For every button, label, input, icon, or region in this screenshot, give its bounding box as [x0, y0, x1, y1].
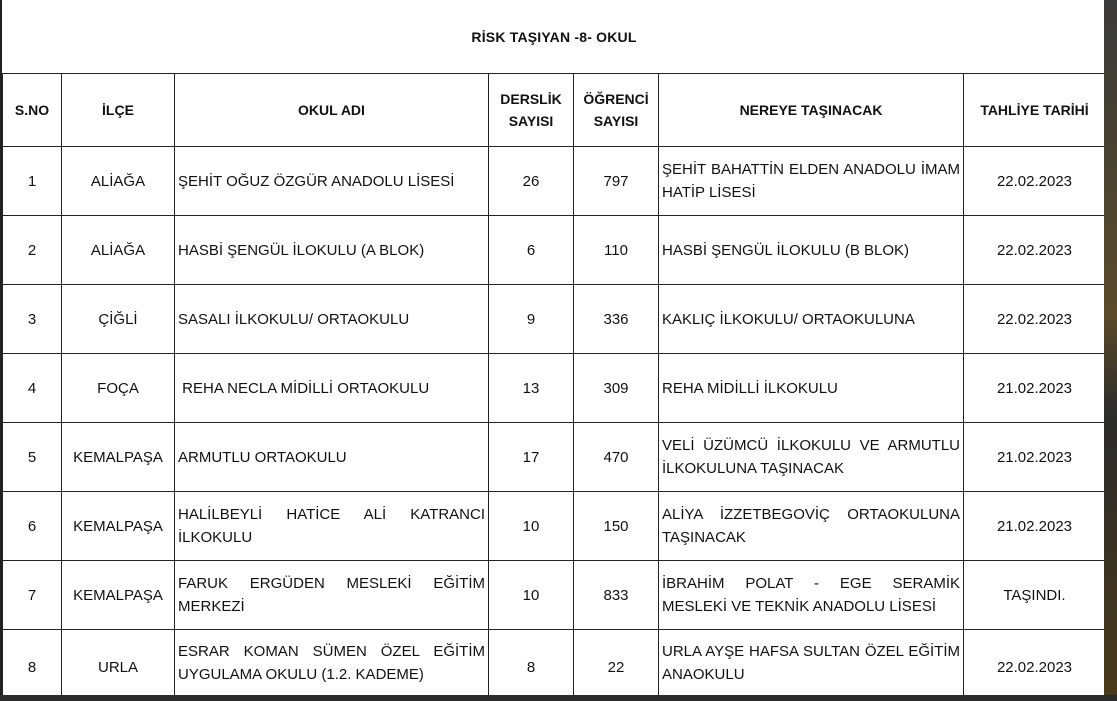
cell-ogrenci: 833 — [574, 561, 659, 630]
cell-ilce: ÇİĞLİ — [62, 285, 175, 354]
header-ilce: İLÇE — [62, 74, 175, 147]
cell-tarih: 21.02.2023 — [964, 354, 1105, 423]
header-ogrenci: ÖĞRENCİ SAYISI — [574, 74, 659, 147]
table-row — [3, 561, 1105, 630]
background-strip — [1104, 0, 1117, 701]
cell-tarih: 21.02.2023 — [964, 492, 1105, 561]
cell-nereye: VELİ ÜZÜMCÜ İLKOKULU VE ARMUTLU İLKOKULUNA TAŞINACAK — [659, 423, 964, 492]
cell-okul: ŞEHİT OĞUZ ÖZGÜR ANADOLU LİSESİ — [175, 147, 489, 216]
cell-derslik: 10 — [489, 561, 574, 630]
cell-ogrenci: 309 — [574, 354, 659, 423]
cell-tarih: 22.02.2023 — [964, 216, 1105, 285]
cell-ogrenci: 110 — [574, 216, 659, 285]
cell-tarih: 22.02.2023 — [964, 285, 1105, 354]
cell-tarih: 22.02.2023 — [964, 630, 1105, 696]
table-row — [3, 630, 1105, 696]
cell-ogrenci: 22 — [574, 630, 659, 696]
cell-sno: 6 — [3, 492, 62, 561]
cell-okul: SASALI İLKOKULU/ ORTAOKULU — [175, 285, 489, 354]
bottom-strip — [0, 695, 1117, 701]
cell-ilce: KEMALPAŞA — [62, 492, 175, 561]
page-title: RİSK TAŞIYAN -8- OKUL — [471, 28, 637, 45]
header-nereye: NEREYE TAŞINACAK — [659, 74, 964, 147]
cell-nereye: ALİYA İZZETBEGOVİÇ ORTAOKULUNA TAŞINACAK — [659, 492, 964, 561]
cell-okul: ESRAR KOMAN SÜMEN ÖZEL EĞİTİM UYGULAMA OKULU (1.2. KADEME) — [175, 630, 489, 696]
header-derslik: DERSLİK SAYISI — [489, 74, 574, 147]
header-row — [3, 74, 1105, 147]
table-row — [3, 216, 1105, 285]
cell-okul: HALİLBEYLİ HATİCE ALİ KATRANCI İLKOKULU — [175, 492, 489, 561]
cell-tarih: 21.02.2023 — [964, 423, 1105, 492]
cell-okul: ARMUTLU ORTAOKULU — [175, 423, 489, 492]
cell-derslik: 9 — [489, 285, 574, 354]
cell-derslik: 8 — [489, 630, 574, 696]
cell-derslik: 17 — [489, 423, 574, 492]
cell-ogrenci: 336 — [574, 285, 659, 354]
header-sno: S.NO — [3, 74, 62, 147]
table-row — [3, 354, 1105, 423]
cell-ilce: KEMALPAŞA — [62, 423, 175, 492]
cell-sno: 5 — [3, 423, 62, 492]
header-tarih: TAHLİYE TARİHİ — [964, 74, 1105, 147]
cell-sno: 3 — [3, 285, 62, 354]
cell-sno: 7 — [3, 561, 62, 630]
table-row — [3, 147, 1105, 216]
cell-ogrenci: 470 — [574, 423, 659, 492]
table-row — [3, 423, 1105, 492]
cell-sno: 4 — [3, 354, 62, 423]
table-row — [3, 492, 1105, 561]
cell-nereye: KAKLIÇ İLKOKULU/ ORTAOKULUNA — [659, 285, 964, 354]
cell-ogrenci: 150 — [574, 492, 659, 561]
cell-tarih: 22.02.2023 — [964, 147, 1105, 216]
cell-okul: HASBİ ŞENGÜL İLOKULU (A BLOK) — [175, 216, 489, 285]
cell-nereye: HASBİ ŞENGÜL İLOKULU (B BLOK) — [659, 216, 964, 285]
cell-ilce: FOÇA — [62, 354, 175, 423]
cell-ilce: KEMALPAŞA — [62, 561, 175, 630]
cell-ogrenci: 797 — [574, 147, 659, 216]
cell-ilce: ALİAĞA — [62, 147, 175, 216]
cell-nereye: REHA MİDİLLİ İLKOKULU — [659, 354, 964, 423]
cell-derslik: 6 — [489, 216, 574, 285]
cell-ilce: ALİAĞA — [62, 216, 175, 285]
school-table — [2, 73, 1104, 695]
cell-okul: FARUK ERGÜDEN MESLEKİ EĞİTİM MERKEZİ — [175, 561, 489, 630]
cell-tarih: TAŞINDI. — [964, 561, 1105, 630]
cell-okul: REHA NECLA MİDİLLİ ORTAOKULU — [175, 354, 489, 423]
cell-derslik: 13 — [489, 354, 574, 423]
cell-sno: 1 — [3, 147, 62, 216]
header-okul-adi: OKUL ADI — [175, 74, 489, 147]
cell-nereye: ŞEHİT BAHATTİN ELDEN ANADOLU İMAM HATİP LİSESİ — [659, 147, 964, 216]
cell-nereye: URLA AYŞE HAFSA SULTAN ÖZEL EĞİTİM ANAOKULU — [659, 630, 964, 696]
cell-sno: 2 — [3, 216, 62, 285]
cell-sno: 8 — [3, 630, 62, 696]
cell-derslik: 10 — [489, 492, 574, 561]
cell-nereye: İBRAHİM POLAT - EGE SERAMİK MESLEKİ VE TEKNİK ANADOLU LİSESİ — [659, 561, 964, 630]
cell-ilce: URLA — [62, 630, 175, 696]
table-row — [3, 285, 1105, 354]
cell-derslik: 26 — [489, 147, 574, 216]
